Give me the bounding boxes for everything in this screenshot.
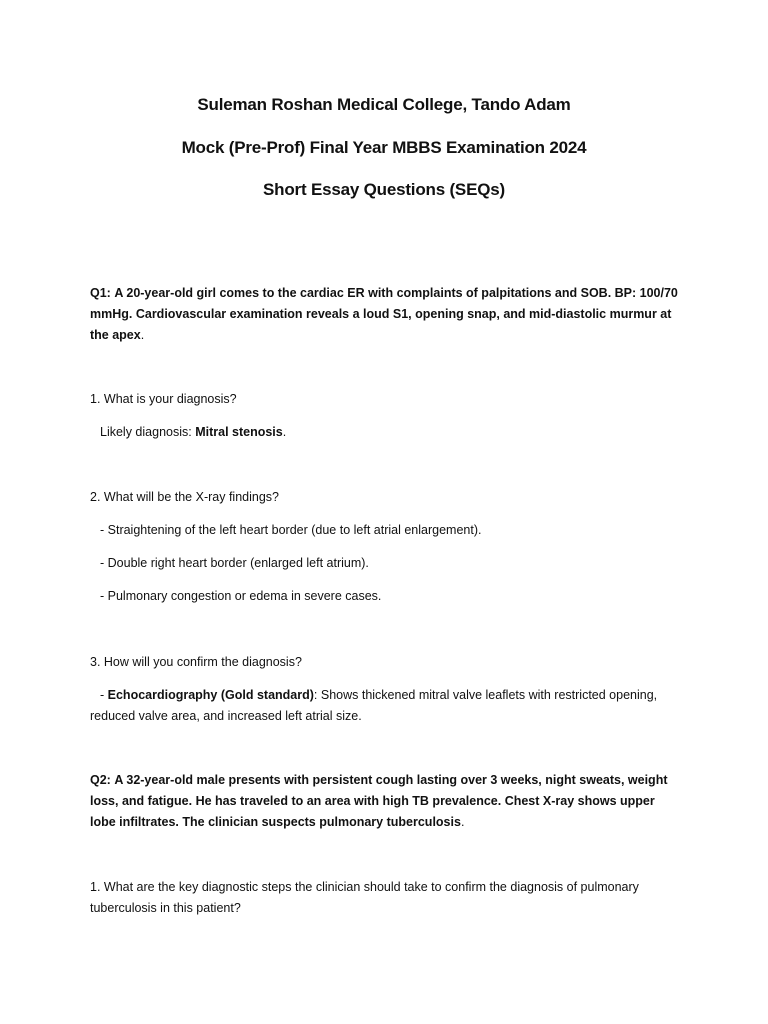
question-1-stem <box>90 283 682 346</box>
question-2-period: . <box>460 815 465 829</box>
q1-answer-3-prefix: - <box>100 688 108 702</box>
q1-xray-finding: - Double right heart border (enlarged left atrium). <box>100 556 369 570</box>
exam-title: Mock (Pre-Prof) Final Year MBBS Examination 2024 <box>181 138 587 157</box>
q1-answer-1-diagnosis: Mitral stenosis <box>195 425 283 439</box>
college-title: Suleman Roshan Medical College, Tando Adam <box>197 95 571 114</box>
q1-answer-1 <box>90 422 692 443</box>
q1-subquestion-2: 2. What will be the X-ray findings? <box>90 490 279 504</box>
q2-subquestion-1: 1. What are the key diagnostic steps the clinician should take to confirm the diagnosis of pulmonary tuberculosis in this patient? <box>90 880 639 915</box>
question-2-text: A 32-year-old male presents with persistent cough lasting over 3 weeks, night sweats, weight loss, and fatigue. He has traveled to an area with high TB prevalence. Chest X-ray shows upper lobe infiltrates. The clinician suspects pulmonary tuberculosis <box>90 773 668 829</box>
q1-answer-1-suffix: . <box>282 425 287 439</box>
question-1-text: A 20-year-old girl comes to the cardiac ER with complaints of palpitations and SOB. BP: 100/70 mmHg. Cardiovascular examination reveals a loud S1, opening snap, and mid-diastolic murmur at the apex <box>90 286 678 342</box>
q1-subquestion-3: 3. How will you confirm the diagnosis? <box>90 655 302 669</box>
question-1-label: Q1: <box>90 286 111 300</box>
question-2-label: Q2: <box>90 773 111 787</box>
q1-answer-3-details: : Shows thickened mitral valve leaflets with restricted opening, reduced valve area, and increased left atrial size. <box>90 688 658 723</box>
q1-answer-3 <box>90 685 682 727</box>
question-1-period: . <box>140 328 145 342</box>
q1-answer-3-method: Echocardiography (Gold standard) <box>107 688 314 702</box>
q1-subquestion-1: 1. What is your diagnosis? <box>90 392 237 406</box>
q1-answer-1-prefix: Likely diagnosis: <box>100 425 196 439</box>
section-title: Short Essay Questions (SEQs) <box>263 180 505 199</box>
question-2-stem <box>90 770 682 833</box>
q1-xray-finding: - Straightening of the left heart border (due to left atrial enlargement). <box>100 523 482 537</box>
q1-xray-finding: - Pulmonary congestion or edema in severe cases. <box>100 589 382 603</box>
